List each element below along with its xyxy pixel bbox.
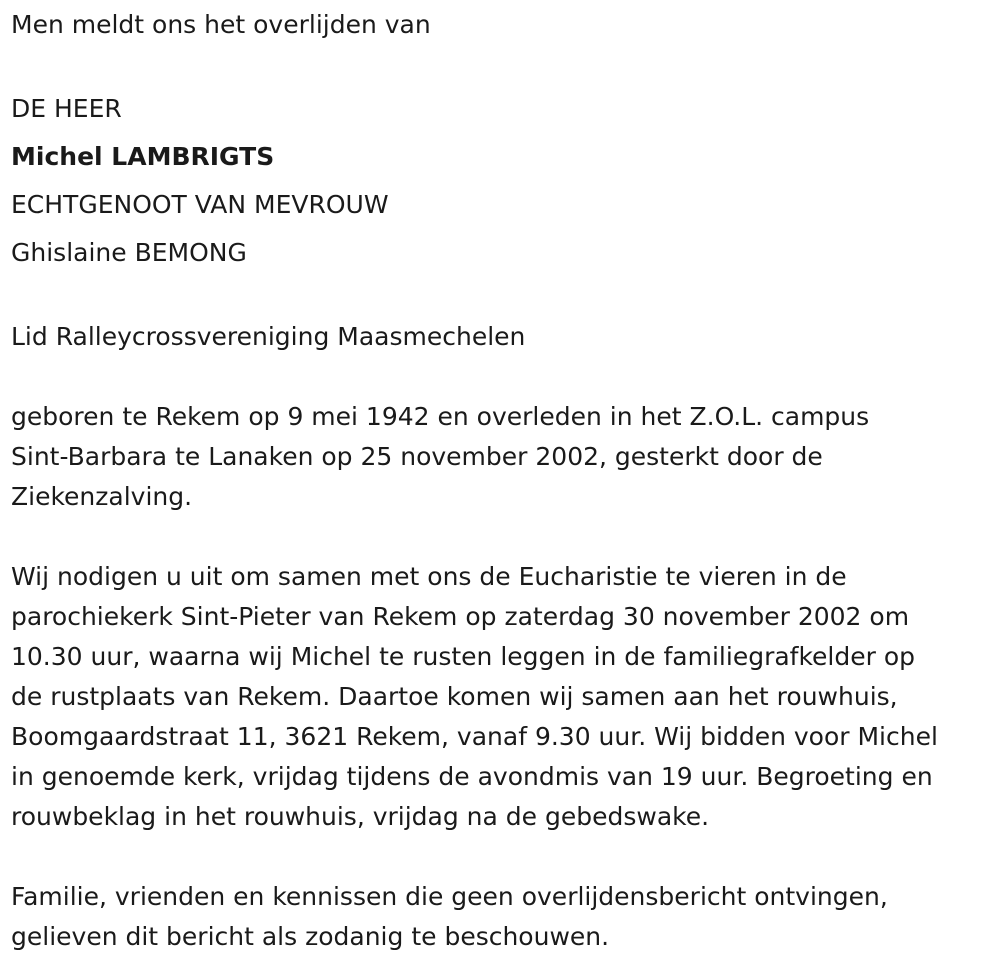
spouse-name: Ghislaine BEMONG bbox=[11, 238, 247, 267]
deceased-block bbox=[11, 85, 996, 277]
paragraph-line: parochiekerk Sint-Pieter van Rekem op zaterdag 30 november 2002 om bbox=[11, 602, 910, 631]
ceremony-paragraph bbox=[11, 557, 996, 837]
paragraph-line: in genoemde kerk, vrijdag tijdens de avondmis van 19 uur. Begroeting en bbox=[11, 762, 933, 791]
obituary-notice bbox=[11, 0, 996, 957]
membership-text: Lid Ralleycrossvereniging Maasmechelen bbox=[11, 322, 526, 351]
intro-text: Men meldt ons het overlijden van bbox=[11, 10, 431, 39]
paragraph-line: Familie, vrienden en kennissen die geen overlijdensbericht ontvingen, bbox=[11, 882, 888, 911]
paragraph-line: Sint-Barbara te Lanaken op 25 november 2002, gesterkt door de bbox=[11, 442, 823, 471]
paragraph-line: de rustplaats van Rekem. Daartoe komen wij samen aan het rouwhuis, bbox=[11, 682, 898, 711]
closing-paragraph bbox=[11, 877, 996, 957]
birth-death-paragraph bbox=[11, 397, 996, 517]
deceased-title: DE HEER bbox=[11, 94, 122, 123]
spacer bbox=[11, 277, 996, 317]
deceased-relation: ECHTGENOOT VAN MEVROUW bbox=[11, 190, 389, 219]
paragraph-line: 10.30 uur, waarna wij Michel te rusten leggen in de familiegrafkelder op bbox=[11, 642, 916, 671]
spacer bbox=[11, 517, 996, 557]
paragraph-line: gelieven dit bericht als zodanig te beschouwen. bbox=[11, 922, 610, 951]
paragraph-line: rouwbeklag in het rouwhuis, vrijdag na de gebedswake. bbox=[11, 802, 710, 831]
spacer bbox=[11, 837, 996, 877]
paragraph-line: Wij nodigen u uit om samen met ons de Eucharistie te vieren in de bbox=[11, 562, 847, 591]
paragraph-line: Boomgaardstraat 11, 3621 Rekem, vanaf 9.30 uur. Wij bidden voor Michel bbox=[11, 722, 938, 751]
spacer bbox=[11, 45, 996, 85]
deceased-name: Michel LAMBRIGTS bbox=[11, 142, 275, 171]
paragraph-line: geboren te Rekem op 9 mei 1942 en overleden in het Z.O.L. campus bbox=[11, 402, 870, 431]
paragraph-line: Ziekenzalving. bbox=[11, 482, 193, 511]
spacer bbox=[11, 357, 996, 397]
